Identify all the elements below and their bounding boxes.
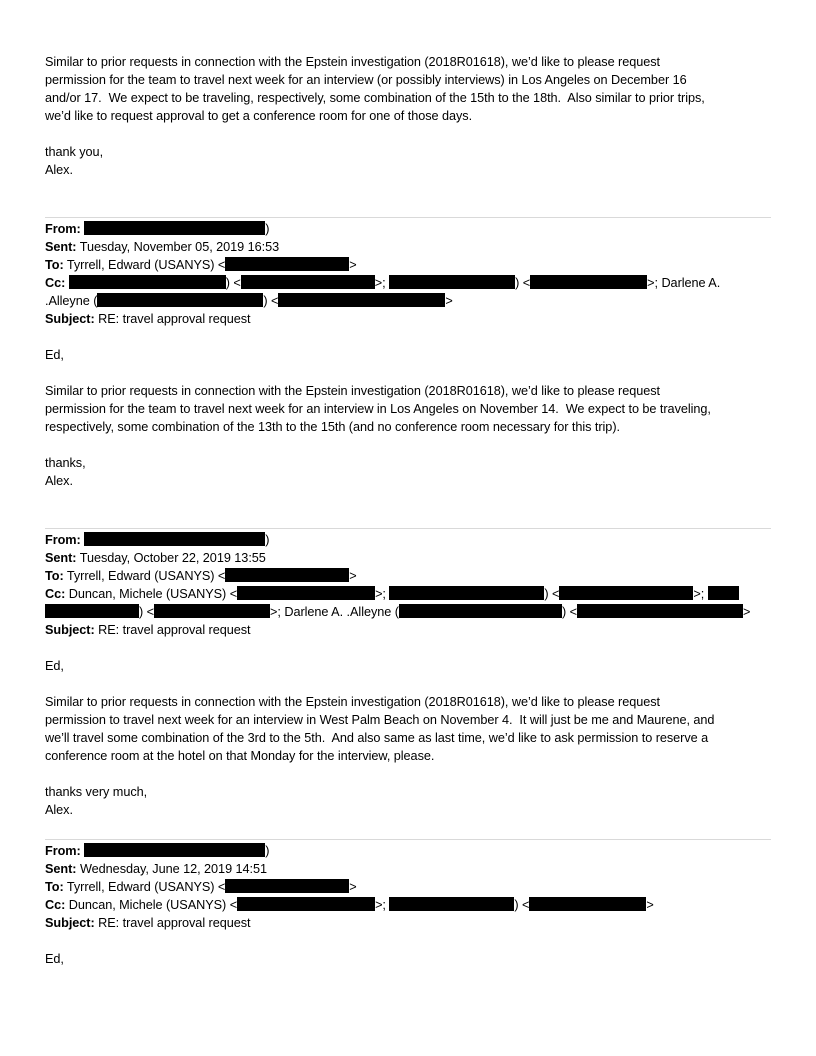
to-line	[45, 256, 357, 274]
to-label: To:	[45, 569, 64, 583]
cc-line	[45, 896, 654, 914]
sent-label: Sent:	[45, 862, 77, 876]
sent-value: Wednesday, June 12, 2019 14:51	[79, 862, 268, 876]
punct: ) <	[515, 276, 531, 290]
subject-label: Subject:	[45, 312, 95, 326]
subject-line	[45, 914, 251, 932]
body-line: we’ll travel some combination of the 3rd to the 5th. And also same as last time, we’d like to ask permission to reserve a	[45, 731, 709, 745]
redaction-block	[708, 586, 739, 600]
cc-name: ; Darlene A. .Alleyne (	[277, 605, 399, 619]
redaction-block	[530, 275, 647, 289]
body-line: Similar to prior requests in connection with the Epstein investigation (2018R01618), we’d like to please request	[45, 55, 661, 69]
redaction-block	[241, 275, 375, 289]
subject-label: Subject:	[45, 623, 95, 637]
redaction-block	[278, 293, 445, 307]
from-label: From:	[45, 844, 81, 858]
redaction-block	[389, 897, 514, 911]
cc-value: Duncan, Michele (USANYS) <	[68, 898, 238, 912]
redaction-block	[84, 221, 265, 235]
redaction-block	[225, 257, 349, 271]
greeting-text: Ed,	[45, 952, 64, 966]
redaction-block	[577, 604, 743, 618]
punct: ) <	[225, 276, 241, 290]
punct: >;	[375, 898, 386, 912]
message-divider	[45, 839, 771, 840]
sent-label: Sent:	[45, 240, 77, 254]
punct: >; Darlene A.	[647, 276, 721, 290]
redaction-block	[154, 604, 270, 618]
punct: >	[270, 605, 278, 619]
to-label: To:	[45, 880, 64, 894]
closing-text: thank you,	[45, 145, 104, 159]
punct: >	[445, 294, 453, 308]
subject-value: RE: travel approval request	[98, 916, 251, 930]
greeting-text: Ed,	[45, 659, 64, 673]
cc-label: Cc:	[45, 898, 66, 912]
sent-line	[45, 549, 266, 567]
subject-label: Subject:	[45, 916, 95, 930]
subject-value: RE: travel approval request	[98, 312, 251, 326]
punct: >;	[374, 276, 386, 290]
signature-text: Alex.	[45, 474, 73, 488]
redaction-block	[84, 532, 265, 546]
redaction-block	[529, 897, 646, 911]
from-line	[45, 842, 269, 860]
redaction-block	[237, 897, 375, 911]
signature-text: Alex.	[45, 163, 73, 177]
punct: ) <	[139, 605, 155, 619]
to-value: Tyrrell, Edward (USANYS) <	[66, 880, 226, 894]
redaction-block	[45, 604, 139, 618]
redaction-block	[97, 293, 263, 307]
angle-close: >	[349, 258, 357, 272]
body-line: Similar to prior requests in connection with the Epstein investigation (2018R01618), we’d like to please request	[45, 384, 661, 398]
redaction-block	[399, 604, 562, 618]
body-line: permission for the team to travel next week for an interview in Los Angeles on November 14. We expect to be traveling,	[45, 402, 711, 416]
redaction-block	[69, 275, 226, 289]
cc-line	[45, 274, 720, 292]
to-line	[45, 567, 357, 585]
greeting-text: Ed,	[45, 348, 64, 362]
closing-text: thanks very much,	[45, 785, 148, 799]
redaction-block	[237, 586, 375, 600]
body-line: we’d like to request approval to get a conference room for one of those days.	[45, 109, 473, 123]
to-value: Tyrrell, Edward (USANYS) <	[66, 569, 226, 583]
message-divider	[45, 528, 771, 529]
signature-text: Alex.	[45, 803, 73, 817]
subject-value: RE: travel approval request	[98, 623, 251, 637]
to-line	[45, 878, 357, 896]
punct: ) <	[561, 605, 577, 619]
redaction-block	[559, 586, 693, 600]
punct: >	[349, 880, 357, 894]
from-suffix: )	[265, 533, 270, 547]
punct: ) <	[263, 294, 279, 308]
body-line: respectively, some combination of the 13th to the 15th (and no conference room necessary for this trip).	[45, 420, 620, 434]
redaction-block	[389, 586, 544, 600]
punct: ) <	[544, 587, 560, 601]
cc-value: Duncan, Michele (USANYS) <	[68, 587, 238, 601]
body-line: permission for the team to travel next week for an interview (or possibly interviews) in Los Angeles on December 16	[45, 73, 687, 87]
body-line: permission to travel next week for an interview in West Palm Beach on November 4. It will just be me and Maurene, and	[45, 713, 715, 727]
sent-value: Tuesday, October 22, 2019 13:55	[79, 551, 266, 565]
cc-label: Cc:	[45, 587, 66, 601]
redaction-block	[225, 568, 349, 582]
body-line: conference room at the hotel on that Monday for the interview, please.	[45, 749, 435, 763]
to-label: To:	[45, 258, 64, 272]
from-label: From:	[45, 222, 81, 236]
redaction-block	[225, 879, 349, 893]
body-line: and/or 17. We expect to be traveling, respectively, some combination of the 15th to the 18th. Also similar to prior trips,	[45, 91, 705, 105]
from-line	[45, 531, 269, 549]
punct: ) <	[514, 898, 530, 912]
closing-text: thanks,	[45, 456, 86, 470]
subject-line	[45, 310, 251, 328]
cc-line-continued	[45, 292, 453, 310]
from-suffix: )	[265, 222, 270, 236]
message-divider	[45, 217, 771, 218]
cc-name: .Alleyne (	[45, 294, 98, 308]
punct: >	[349, 569, 357, 583]
punct: >;	[693, 587, 705, 601]
sent-label: Sent:	[45, 551, 77, 565]
cc-line-continued	[45, 603, 750, 621]
from-suffix: )	[265, 844, 270, 858]
to-value: Tyrrell, Edward (USANYS) <	[66, 258, 226, 272]
redaction-block	[84, 843, 265, 857]
punct: >;	[375, 587, 386, 601]
sent-value: Tuesday, November 05, 2019 16:53	[79, 240, 280, 254]
from-label: From:	[45, 533, 81, 547]
sent-line	[45, 860, 267, 878]
subject-line	[45, 621, 251, 639]
sent-line	[45, 238, 279, 256]
from-line	[45, 220, 269, 238]
redaction-block	[389, 275, 515, 289]
punct: >	[646, 898, 654, 912]
punct: >	[742, 605, 751, 619]
cc-line	[45, 585, 739, 603]
body-line: Similar to prior requests in connection with the Epstein investigation (2018R01618), we’d like to please request	[45, 695, 661, 709]
cc-label: Cc:	[45, 276, 66, 290]
